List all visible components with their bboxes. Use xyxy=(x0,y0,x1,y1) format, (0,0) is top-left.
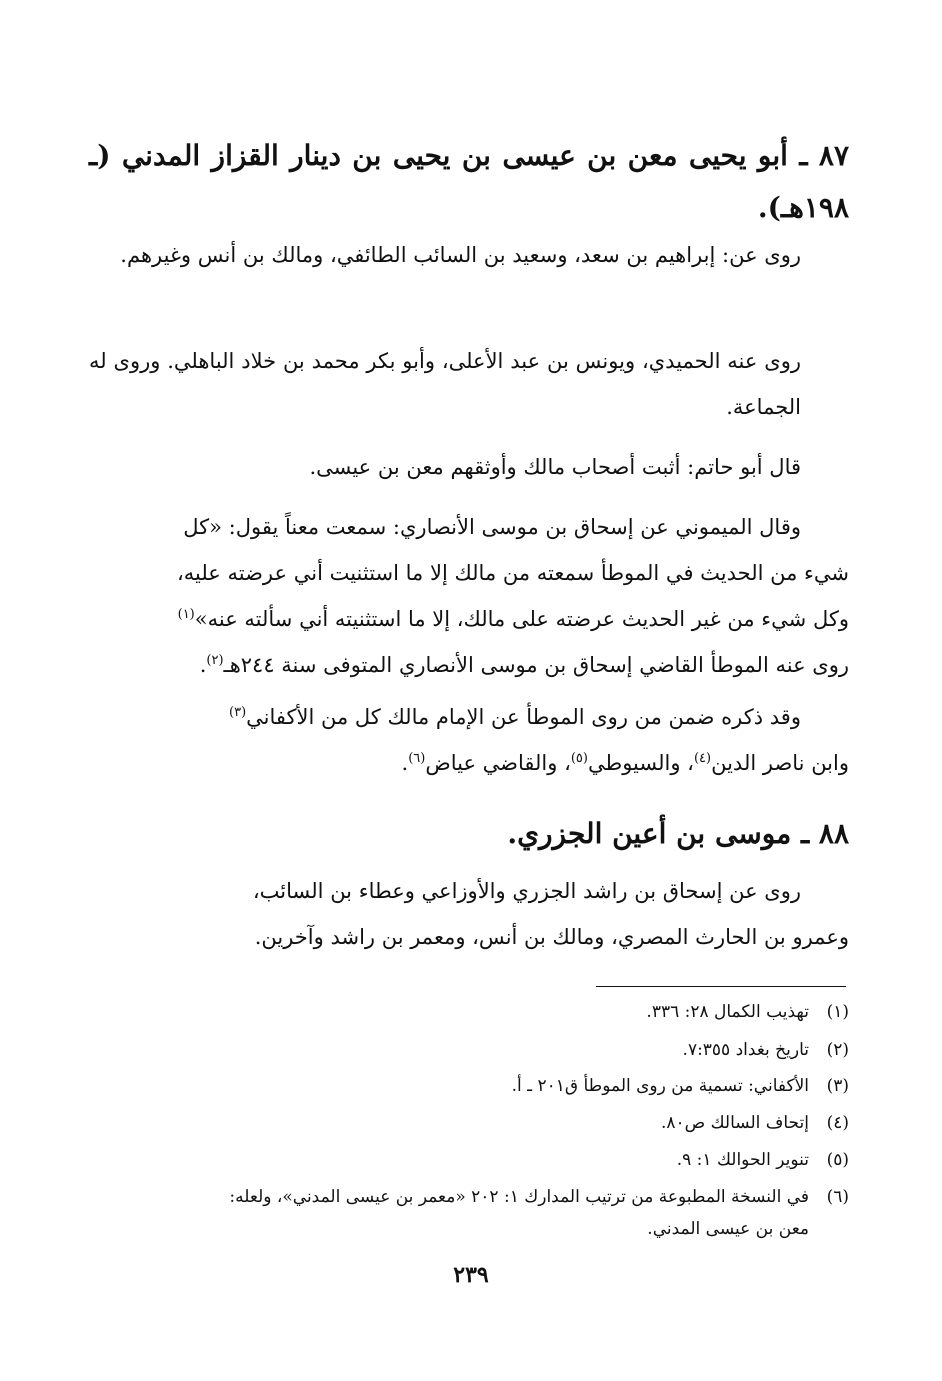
para-line xyxy=(89,642,849,688)
line-text: وقد ذكره ضمن من روى الموطأ عن الإمام مالك كل من الأكفاني xyxy=(246,705,801,729)
footnote-text: تاريخ بغداد ٧:٣٥٥. xyxy=(682,1040,809,1060)
page-number: ٢٣٩ xyxy=(453,1262,489,1288)
entry-87-narrated-by: روى عنه الحميدي، ويونس بن عبد الأعلى، وأبو بكر محمد بن خلاد الباهلي. وروى له الجماعة. xyxy=(89,349,801,419)
footnote-text: تنوير الحوالك ١: ٩. xyxy=(676,1150,809,1170)
entry-87-abu-hatim-quote: قال أبو حاتم: أثبت أصحاب مالك وأوثقهم معن بن عيسى. xyxy=(309,455,801,479)
para-line xyxy=(89,596,849,642)
footnote-2 xyxy=(79,1033,849,1067)
footnote-ref-4: (٤) xyxy=(693,751,712,766)
footnote-6 xyxy=(79,1180,849,1214)
footnote-ref-3: (٣) xyxy=(229,705,247,720)
entry-87-heading: ٨٧ ـ أبو يحيى معن بن عيسى بن يحيى بن دينار القزاز المدني (ـ ١٩٨هـ). xyxy=(89,139,849,224)
footnote-text: الأكفاني: تسمية من روى الموطأ ق٢٠١ ـ أ. xyxy=(511,1076,809,1096)
para-line xyxy=(89,694,849,740)
footnote-ref-1: (١) xyxy=(177,607,195,622)
footnote-text: إتحاف السالك ص٨٠. xyxy=(660,1113,809,1133)
line-text: ، والسيوطي xyxy=(587,751,694,775)
line-text: وكل شيء من غير الحديث عرضته على مالك، إلا ما استثنيته أني سألته عنه» xyxy=(194,607,849,631)
footnote-number: (٢) xyxy=(826,1040,849,1060)
footnote-divider xyxy=(596,986,846,987)
para-line: وقال الميموني عن إسحاق بن موسى الأنصاري: سمعت معناً يقول: «كل xyxy=(183,515,801,539)
entry-87-narrated-from: روى عن: إبراهيم بن سعد، وسعيد بن السائب الطائفي، ومالك بن أنس وغيرهم. xyxy=(120,243,801,267)
footnote-ref-6: (٦) xyxy=(408,751,426,766)
footnote-4 xyxy=(79,1106,849,1140)
entry-87-maymuni-quote xyxy=(89,504,849,688)
footnote-ref-5: (٥) xyxy=(570,751,588,766)
footnote-ref-2: (٢) xyxy=(206,653,224,668)
line-end: . xyxy=(199,653,207,677)
para-line: روى عن إسحاق بن راشد الجزري والأوزاعي وعطاء بن السائب، xyxy=(252,879,801,903)
entry-88-narrated-from xyxy=(89,868,849,960)
footnote-number: (٤) xyxy=(826,1113,849,1133)
line-text: روى عنه الموطأ القاضي إسحاق بن موسى الأنصاري المتوفى سنة ٢٤٤هـ xyxy=(223,653,849,677)
line-end: . xyxy=(401,751,409,775)
para-line xyxy=(89,740,849,786)
footnote-text: تهذيب الكمال ٢٨: ٣٣٦. xyxy=(646,1002,809,1022)
para-line: شيء من الحديث في الموطأ سمعته من مالك إلا ما استثنيت أني عرضته عليه، xyxy=(176,561,849,585)
footnote-3 xyxy=(79,1069,849,1103)
footnote-1 xyxy=(79,995,849,1029)
line-text: ، والقاضي عياض xyxy=(425,751,571,775)
entry-87-mentioned-by xyxy=(89,694,849,786)
line-text: وابن ناصر الدين xyxy=(711,751,849,775)
footnote-text: في النسخة المطبوعة من ترتيب المدارك ١: ٢٠٢ «معمر بن عيسى المدني»، ولعله: xyxy=(229,1187,809,1207)
footnote-number: (٥) xyxy=(826,1150,849,1170)
footnote-number: (٦) xyxy=(826,1187,849,1207)
para-line: وعمرو بن الحارث المصري، ومالك بن أنس، ومعمر بن راشد وآخرين. xyxy=(254,925,849,949)
footnote-number: (١) xyxy=(826,1002,849,1022)
entry-88-heading: ٨٨ ـ موسى بن أعين الجزري. xyxy=(507,817,849,850)
footnote-5 xyxy=(79,1143,849,1177)
footnote-6-continuation: معن بن عيسى المدني. xyxy=(647,1219,809,1239)
footnote-number: (٣) xyxy=(826,1076,849,1096)
